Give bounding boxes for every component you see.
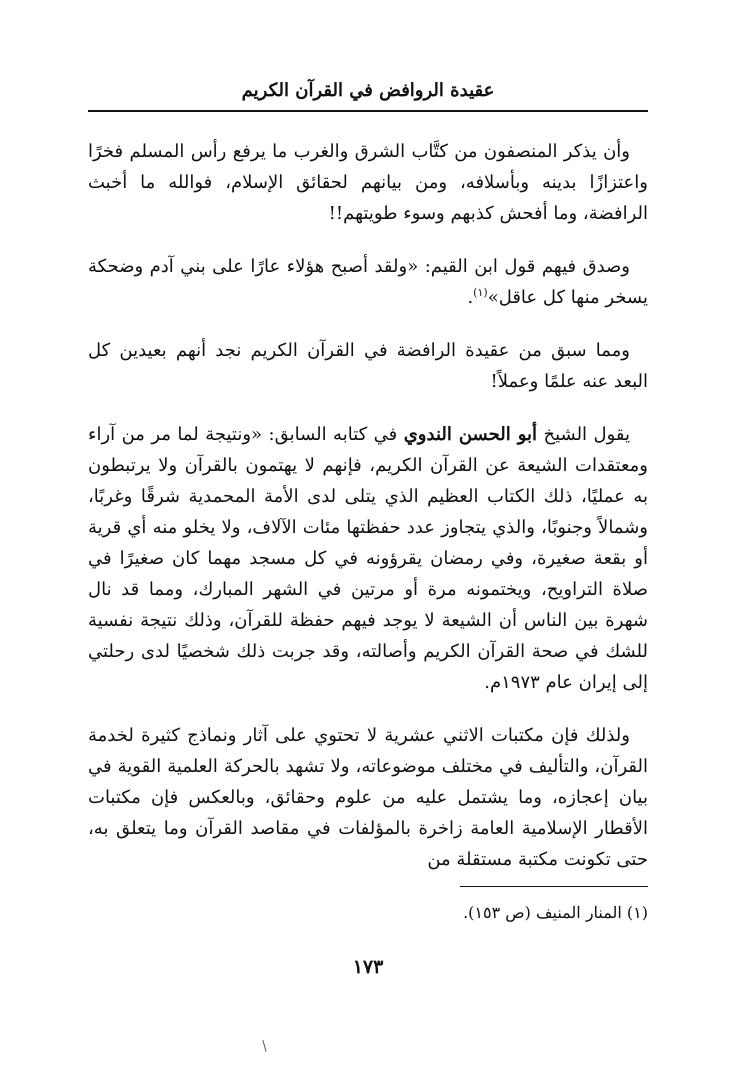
paragraph-4-lead: يقول الشيخ	[543, 424, 630, 445]
footnote-rule	[460, 886, 648, 887]
page-number: ١٧٣	[352, 956, 384, 978]
paragraph-1: وأن يذكر المنصفون من كتَّاب الشرق والغرب ما يرفع رأس المسلم فخرًا واعتزازًا بدينه وبأسلافه، ومن بيانهم لحقائق الإسلام، فوالله ما أخبث الرافضة، وما أفحش كذبهم وسوء طويتهم!!	[88, 141, 648, 224]
footnote-reference: (١)	[473, 286, 488, 299]
body-text	[88, 136, 648, 897]
footnote-1: (١) المنار المنيف (ص ١٥٣).	[463, 903, 648, 922]
running-header-title: عقيدة الروافض في القرآن الكريم	[241, 80, 495, 101]
author-name: أبو الحسن الندوي	[403, 424, 538, 445]
stray-mark	[262, 1040, 266, 1052]
paragraph-3: ومما سبق من عقيدة الرافضة في القرآن الكريم نجد أنهم بعيدين كل البعد عنه علمًا وعملاً!	[88, 340, 648, 392]
paragraph-2-end: .	[467, 287, 474, 308]
header-rule	[88, 110, 648, 112]
paragraph-5: ولذلك فإن مكتبات الاثني عشرية لا تحتوي على آثار ونماذج كثيرة لخدمة القرآن، والتأليف في مختلف موضوعاته، ولا تشهد بالحركة العلمية القوية في بيان إعجازه، وما يشتمل عليه من علوم وحقائق، وبالعكس فإن مكتبات الأقطار الإسلامية العامة زاخرة بالمؤلفات في مقاصد القرآن وما يتعلق به، حتى تكونت مكتبة مستقلة من	[88, 725, 648, 870]
paragraph-2-text: وصدق فيهم قول ابن القيم: «ولقد أصبح هؤلاء عارًا على بني آدم وضحكة يسخر منها كل عاقل»	[88, 256, 648, 308]
paragraph-4	[88, 419, 648, 698]
paragraph-2	[88, 251, 648, 313]
paragraph-4-quote: في كتابه السابق: «ونتيجة لما مر من آراء ومعتقدات الشيعة عن القرآن الكريم، فإنهم لا يهتمون بالقرآن ولا يرتبطون به عمليًا، ذلك الكتاب العظيم الذي يتلى لدى الأمة المحمدية شرقًا وغربًا، وشمالاً وجنوبًا، والذي يتجاوز عدد حفظتها مئات الآلاف، ولا يخلو منه أي قرية أو بقعة صغيرة، وفي رمضان يقرؤونه في كل مسجد مهما كان صغيرًا في صلاة التراويح، ويختمونه مرة أو مرتين في الشهر المبارك، ومما قد نال شهرة بين الناس أن الشيعة لا يوجد فيهم حفظة للقرآن، وذلك نتيجة نفسية للشك في صحة القرآن الكريم وأصالته، وقد جربت ذلك شخصيًا لدى رحلتي إلى إيران عام ١٩٧٣م.	[88, 424, 648, 693]
